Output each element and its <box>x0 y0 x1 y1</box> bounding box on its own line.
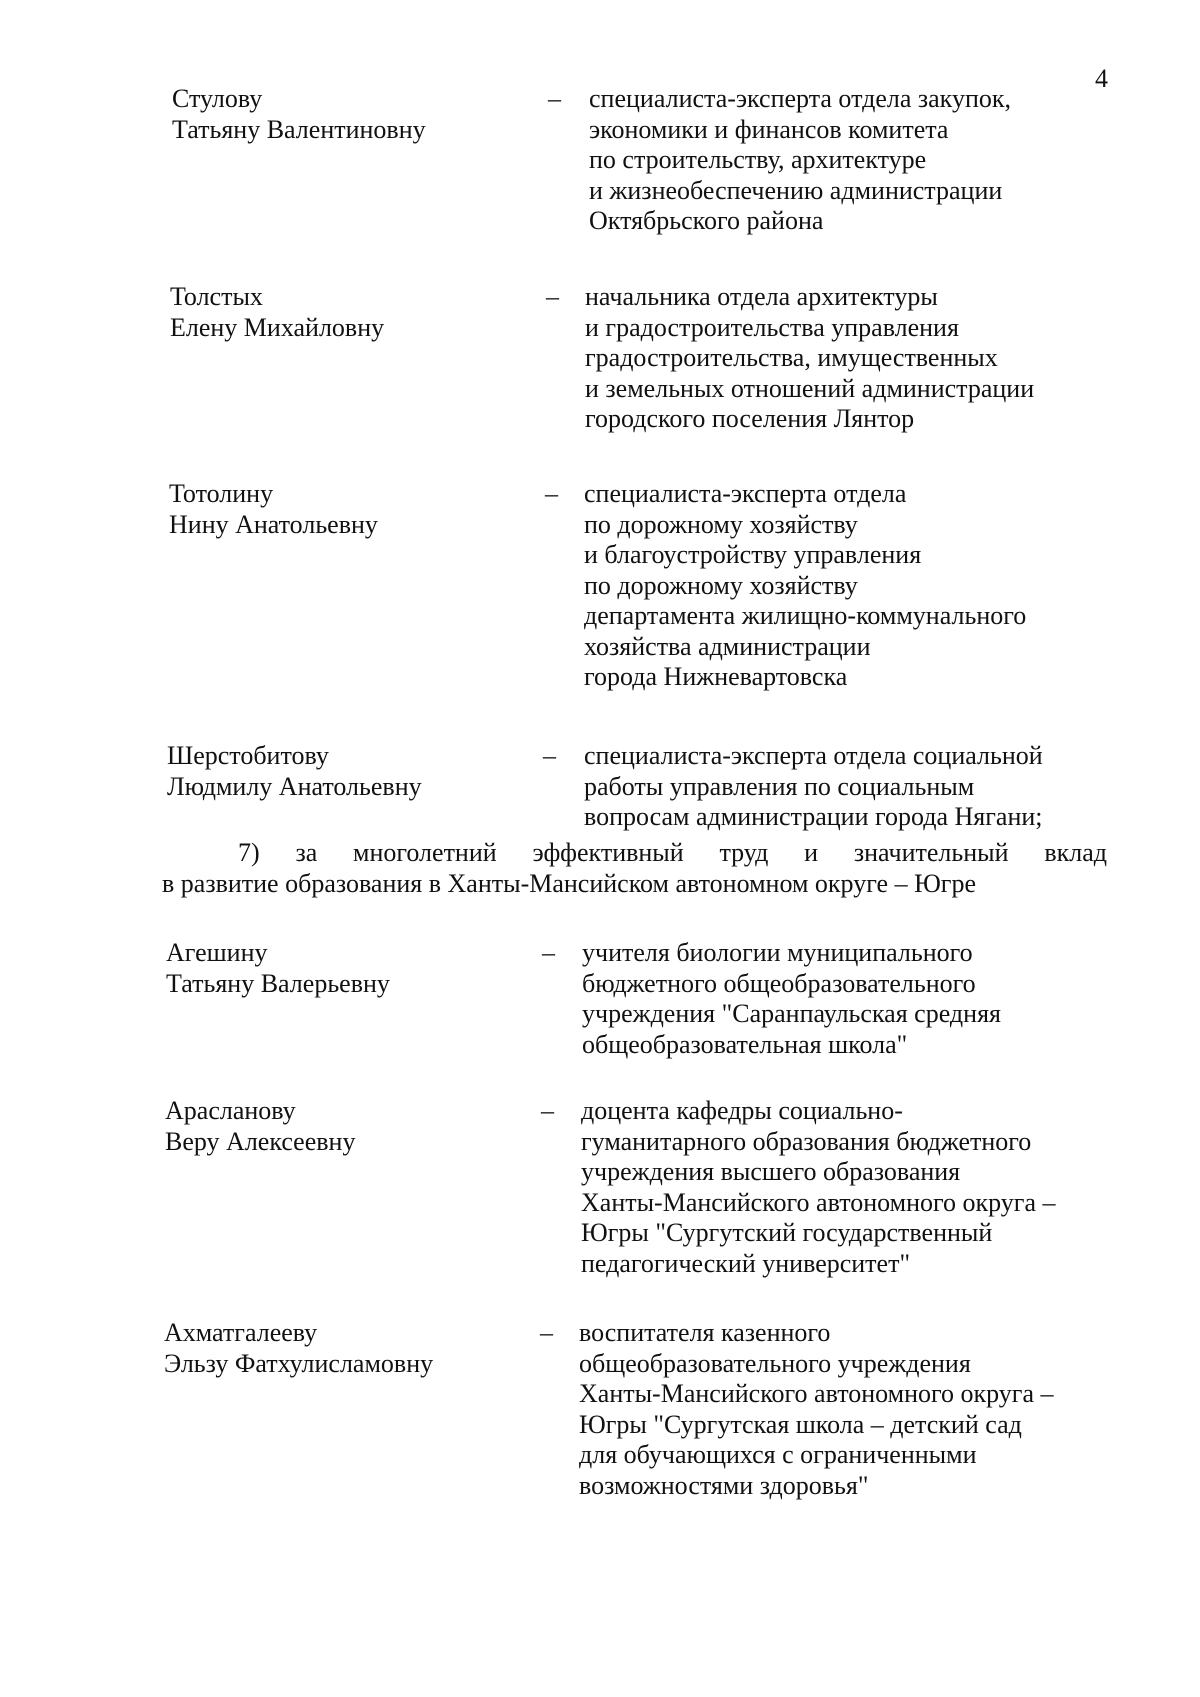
heading-word: значительный <box>853 838 1009 867</box>
dash-separator: – <box>545 479 558 508</box>
desc-line: возможностями здоровья" <box>579 1470 869 1500</box>
desc-line: города Нижневартовска <box>584 662 848 691</box>
heading-word: эффективный <box>532 838 684 867</box>
surname: Тотолину <box>169 479 274 508</box>
heading-word: и <box>804 838 819 867</box>
surname: Шерстобитову <box>167 741 329 770</box>
dash-separator: – <box>542 938 555 967</box>
desc-line: вопросам администрации города Нягани; <box>584 802 1043 831</box>
heading-word: вклад <box>1044 838 1107 867</box>
desc-line: учителя биологии муниципального <box>582 938 973 967</box>
desc-line: общеобразовательная школа" <box>582 1029 908 1059</box>
list-item <box>0 282 1200 433</box>
section-heading-line1 <box>162 838 1107 869</box>
desc-line: общеобразовательного учреждения <box>579 1348 971 1378</box>
list-item <box>0 479 1200 691</box>
surname: Арасланову <box>165 1096 296 1125</box>
desc-line: градостроительства, имущественных <box>585 343 998 372</box>
position-description <box>581 1096 1121 1279</box>
person-name <box>169 479 589 540</box>
dash-separator: – <box>548 84 561 113</box>
list-item <box>0 84 1200 235</box>
position-description <box>584 741 1124 833</box>
desc-line: и земельных отношений администрации <box>585 373 1035 403</box>
desc-line: Югры "Сургутский государственный <box>581 1218 993 1247</box>
given-names: Людмилу Анатольевну <box>167 771 422 801</box>
given-names: Татьяну Валерьевну <box>166 968 390 998</box>
desc-line: Ханты-Мансийского автономного округа – <box>579 1379 1054 1408</box>
person-name <box>166 938 586 999</box>
list-item <box>0 938 1200 1059</box>
desc-line: начальника отдела архитектуры <box>585 282 938 311</box>
surname: Ахматгалееву <box>164 1318 318 1347</box>
person-name <box>172 84 592 145</box>
person-name <box>165 1096 585 1157</box>
section-heading <box>162 838 1107 899</box>
surname: Стулову <box>172 84 263 113</box>
person-name <box>167 741 587 802</box>
desc-line: специалиста-эксперта отдела <box>584 479 907 508</box>
desc-line: педагогический университет" <box>581 1248 911 1278</box>
person-name <box>164 1318 584 1379</box>
desc-line: специалиста-эксперта отдела социальной <box>584 741 1043 770</box>
dash-separator: – <box>546 282 559 311</box>
position-description <box>584 479 1124 693</box>
desc-line: и градостроительства управления <box>585 312 959 342</box>
desc-line: учреждения высшего образования <box>581 1157 961 1186</box>
desc-line: учреждения "Саранпаульская средняя <box>582 999 1001 1028</box>
heading-word: 7) <box>238 838 260 867</box>
desc-line: департамента жилищно-коммунального <box>584 601 1027 630</box>
desc-line: экономики и финансов комитета <box>589 114 949 144</box>
desc-line: бюджетного общеобразовательного <box>582 968 976 998</box>
dash-separator: – <box>541 1096 554 1125</box>
desc-line: доцента кафедры социально- <box>581 1096 903 1125</box>
desc-line: воспитателя казенного <box>579 1318 831 1347</box>
given-names: Елену Михайловну <box>170 312 385 342</box>
surname: Толстых <box>170 282 263 311</box>
desc-line: городского поселения Лянтор <box>585 404 915 433</box>
dash-separator: – <box>540 1318 553 1347</box>
desc-line: гуманитарного образования бюджетного <box>581 1126 1032 1156</box>
desc-line: для обучающихся с ограниченными <box>579 1440 977 1469</box>
person-name <box>170 282 590 343</box>
page-number: 4 <box>1095 64 1108 93</box>
desc-line: специалиста-эксперта отдела закупок, <box>589 84 1011 113</box>
desc-line: Югры "Сургутская школа – детский сад <box>579 1409 1022 1439</box>
desc-line: хозяйства администрации <box>584 631 871 661</box>
desc-line: и благоустройству управления <box>584 540 922 569</box>
given-names: Татьяну Валентиновну <box>172 114 426 144</box>
desc-line: по дорожному хозяйству <box>584 570 858 600</box>
desc-line: и жизнеобеспечению администрации <box>589 175 1003 205</box>
desc-line: Октябрьского района <box>589 206 824 235</box>
given-names: Веру Алексеевну <box>165 1126 356 1156</box>
desc-line: работы управления по социальным <box>584 771 975 801</box>
position-description <box>589 84 1129 237</box>
desc-line: по строительству, архитектуре <box>589 145 927 174</box>
dash-separator: – <box>543 741 556 770</box>
section-heading-line2: в развитие образования в Ханты-Мансийском автономном округе – Югре <box>162 868 976 898</box>
given-names: Эльзу Фатхулисламовну <box>164 1348 434 1378</box>
list-item <box>0 741 1200 831</box>
heading-word: за <box>295 838 318 867</box>
surname: Агешину <box>166 938 268 967</box>
given-names: Нину Анатольевну <box>169 509 378 539</box>
list-item <box>0 1318 1200 1500</box>
list-item <box>0 1096 1200 1278</box>
heading-word: труд <box>719 838 769 867</box>
position-description <box>582 938 1122 1060</box>
desc-line: Ханты-Мансийского автономного округа – <box>581 1187 1056 1217</box>
desc-line: по дорожному хозяйству <box>584 509 858 539</box>
position-description <box>579 1318 1119 1501</box>
position-description <box>585 282 1125 435</box>
heading-word: многолетний <box>353 838 497 867</box>
